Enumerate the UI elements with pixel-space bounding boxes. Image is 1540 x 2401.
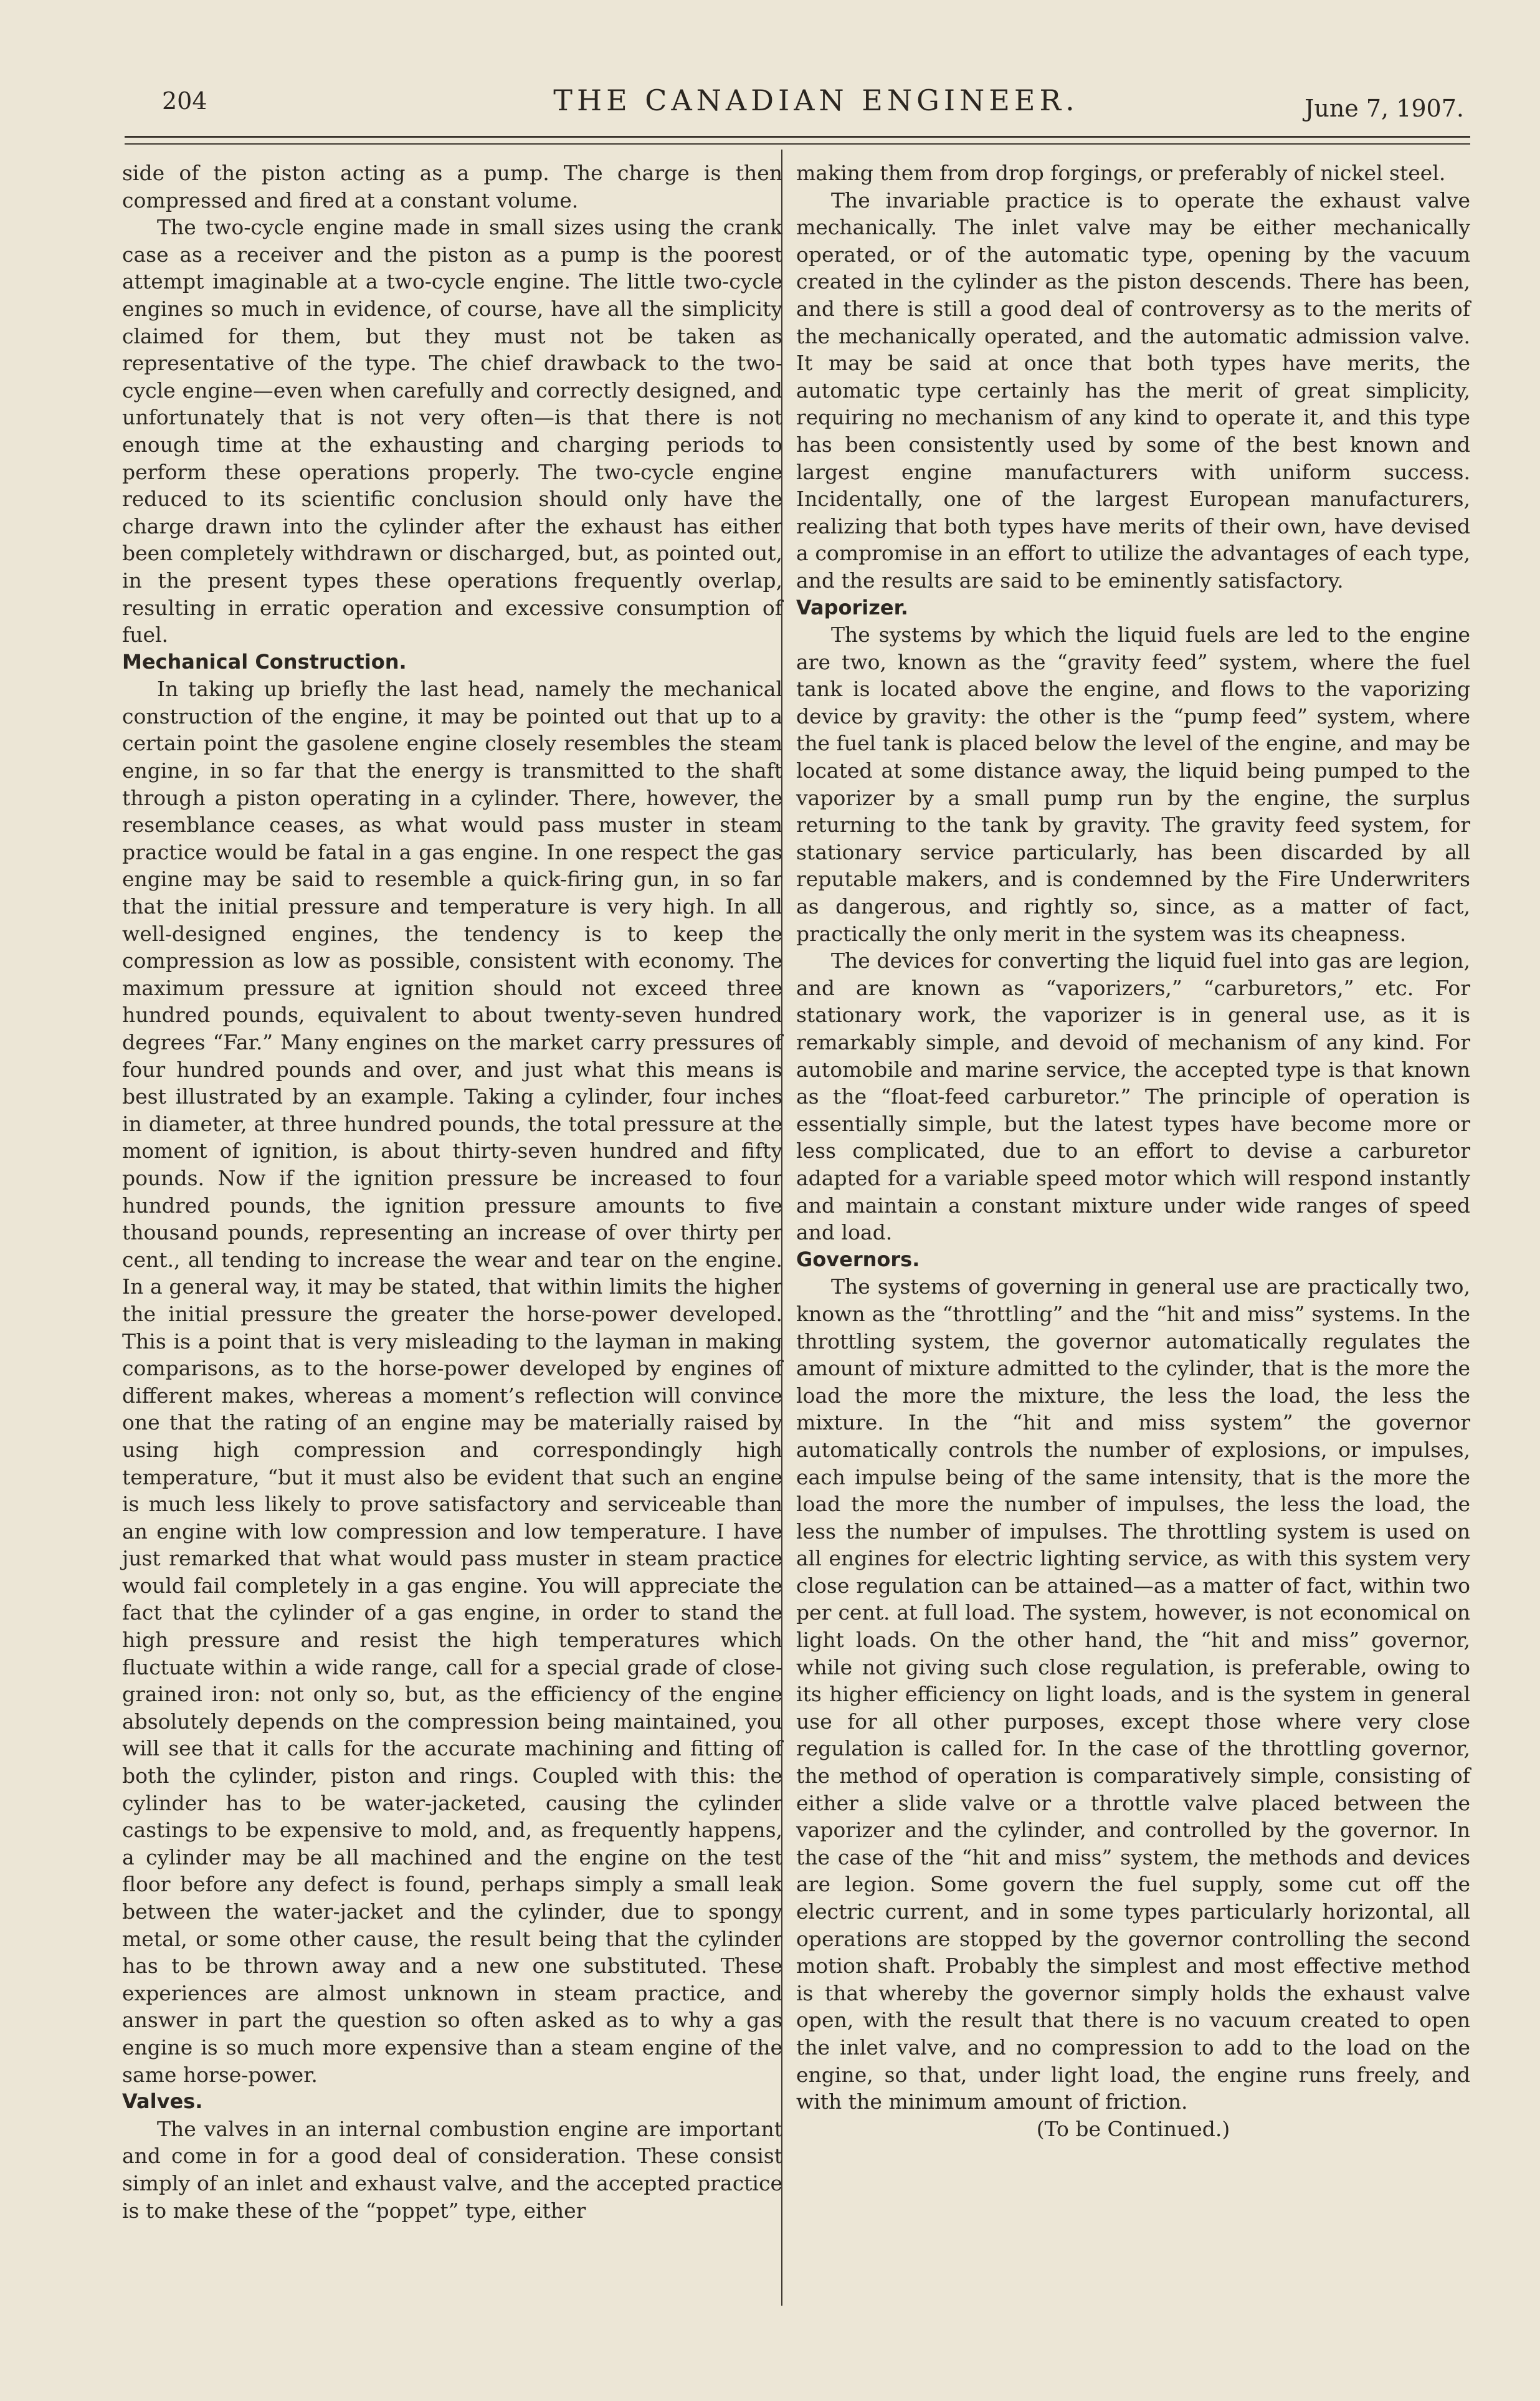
page-number: 204 xyxy=(162,87,207,115)
continued-note: (To be Continued.) xyxy=(1036,2116,1230,2141)
section-heading-valves: Valves. xyxy=(122,2089,203,2114)
paragraph: The two-cycle engine made in small sizes using the crank case as a receiver and the piston as a pump is the poorest attempt imaginable at a two-cycle engine. The little two-cycle engines so much in evidence, of course, have all the simplicity claimed for them, but they must not be taken as representative of the type. The chief drawback to the two-cycle engine—even when carefully and correctly designed, and unfortunately that is not very often—is that there is not enough time at the exhausting and charging periods to perform these operations properly. The two-cycle engine reduced to its scientific conclusion should only have the charge drawn into the cylinder after the exhaust has either been completely withdrawn or discharged, but, as pointed out, in the present types these operations frequently overlap, resulting in erratic operation and excessive consumption of fuel. xyxy=(122,215,782,647)
section-heading-mechanical-construction: Mechanical Construction. xyxy=(122,649,407,674)
page-header xyxy=(162,81,1464,131)
right-column xyxy=(796,160,1470,2142)
paragraph: In taking up briefly the last head, namely the mechanical construction of the engine, it may be pointed out that up to a certain point the gasolene engine closely resembles the steam engine, in so far that the energy is transmitted to the shaft through a piston operating in a cylinder. There, however, the resemblance ceases, as what would pass muster in steam practice would be fatal in a gas engine. In one respect the gas engine may be said to resemble a quick-firing gun, in so far that the initial pressure and temperature is very high. In all well-designed engines, the tendency is to keep the compression as low as possible, consistent with economy. The maximum pressure at ignition should not exceed three hundred pounds, equivalent to about twenty-seven hundred degrees “Far.” Many engines on the market carry pressures of four hundred pounds and over, and just what this means is best illustrated by an example. Taking a cylinder, four inches in diameter, at three hundred pounds, the total pressure at the moment of ignition, is about thirty-seven hundred and fifty pounds. Now if the ignition pressure be increased to four hundred pounds, the ignition pressure amounts to five thousand pounds, representing an increase of over thirty per cent., all tending to increase the wear and tear on the engine. In a general way, it may be stated, that within limits the higher the initial pressure the greater the horse-power developed. This is a point that is very misleading to the layman in making comparisons, as to the horse-power developed by engines of different makes, whereas a moment’s reflection will convince one that the rating of an engine may be materially raised by using high compression and correspondingly high temperature, “but it must also be evident that such an engine is much less likely to prove satisfactory and serviceable than an engine with low compression and low temperature. I have just remarked that what would pass muster in steam practice would fail completely in a gas engine. You will appreciate the fact that the cylinder of a gas engine, in order to stand the high pressure and resist the high temperatures which fluctuate within a wide range, call for a special grade of close-grained iron: not only so, but, as the efficiency of the engine absolutely depends on the compression being maintained, you will see that it calls for the accurate machining and fitting of both the cylinder, piston and rings. Coupled with this: the cylinder has to be water-jacketed, causing the cylinder castings to be expensive to mold, and, as frequently happens, a cylinder may be all machined and the engine on the test floor before any defect is found, perhaps simply a small leak between the water-jacket and the cylinder, due to spongy metal, or some other cause, the result being that the cylinder has to be thrown away and a new one substituted. These experiences are almost unknown in steam practice, and answer in part the question so often asked as to why a gas engine is so much more expensive than a steam engine of the same horse-power. xyxy=(122,677,782,2087)
issue-date: June 7, 1907. xyxy=(1305,95,1464,122)
left-column xyxy=(122,160,782,2224)
paragraph: side of the piston acting as a pump. The charge is then compressed and fired at a constant volume. xyxy=(122,161,782,212)
section-heading-governors: Governors. xyxy=(796,1247,920,1271)
journal-title: THE CANADIAN ENGINEER. xyxy=(553,84,1079,117)
paragraph: The invariable practice is to operate the exhaust valve mechanically. The inlet valve may be either mechanically operated, or of the automatic type, opening by the vacuum created in the cylinder as the piston descends. There has been, and there is still a good deal of controversy as to the merits of the mechanically operated, and the automatic admission valve. It may be said at once that both types have merits, the automatic type certainly has the merit of great simplicity, requiring no mechanism of any kind to operate it, and this type has been consistently used by some of the best known and largest engine manufacturers with uniform success. Incidentally, one of the largest European manufacturers, realizing that both types have merits of their own, have devised a compromise in an effort to utilize the advantages of each type, and the results are said to be eminently satisfactory. xyxy=(796,188,1470,593)
header-rule-secondary xyxy=(125,143,1470,145)
paragraph: The systems by which the liquid fuels are led to the engine are two, known as the “gravity feed” system, where the fuel tank is located above the engine, and flows to the vaporizing device by gravity: the other is the “pump feed” system, where the fuel tank is placed below the level of the engine, and may be located at some distance away, the liquid being pumped to the vaporizer by a small pump run by the engine, the surplus returning to the tank by gravity. The gravity feed system, for stationary service particularly, has been discarded by all reputable makers, and is condemned by the Fire Underwriters as dangerous, and rightly so, since, as a matter of fact, practically the only merit in the system was its cheapness. xyxy=(796,623,1470,946)
header-rule xyxy=(125,136,1470,138)
paragraph: making them from drop forgings, or preferably of nickel steel. xyxy=(796,161,1446,185)
paragraph: The systems of governing in general use are practically two, known as the “throttling” and the “hit and miss” systems. In the throttling system, the governor automatically regulates the amount of mixture admitted to the cylinder, that is the more the load the more the mixture, the less the load, the less the mixture. In the “hit and miss system” the governor automatically controls the number of explosions, or impulses, each impulse being of the same intensity, that is the more the load the more the number of impulses, the less the load, the less the number of impulses. The throttling system is used on all engines for electric lighting service, as with this system very close regulation can be attained—as a matter of fact, within two per cent. at full load. The system, however, is not economical on light loads. On the other hand, the “hit and miss” governor, while not giving such close regulation, is preferable, owing to its higher efficiency on light loads, and is the system in general use for all other purposes, except those where very close regulation is called for. In the case of the throttling governor, the method of operation is comparatively simple, consisting of either a slide valve or a throttle valve placed between the vaporizer and the cylinder, and controlled by the governor. In the case of the “hit and miss” system, the methods and devices are legion. Some govern the fuel supply, some cut off the electric current, and in some types particularly horizontal, all operations are stopped by the governor controlling the second motion shaft. Probably the simplest and most effective method is that whereby the governor simply holds the exhaust valve open, with the result that there is no vacuum created to open the inlet valve, and no compression to add to the load on the engine, so that, under light load, the engine runs freely, and with the minimum amount of friction. xyxy=(796,1274,1470,2114)
section-heading-vaporizer: Vaporizer. xyxy=(796,595,908,619)
paragraph: The devices for converting the liquid fuel into gas are legion, and are known as “vaporizers,” “carburetors,” etc. For stationary work, the vaporizer is in general use, as it is remarkably simple, and devoid of mechanism of any kind. For automobile and marine service, the accepted type is that known as the “float-feed carburetor.” The principle of operation is essentially simple, but the latest types have become more or less complicated, due to an effort to devise a carburetor adapted for a variable speed motor which will respond instantly and maintain a constant mixture under wide ranges of speed and load. xyxy=(796,948,1470,1245)
paragraph: The valves in an internal combustion engine are important and come in for a good deal of consideration. These consist simply of an inlet and exhaust valve, and the accepted practice is to make these of the “poppet” type, either xyxy=(122,2116,782,2223)
